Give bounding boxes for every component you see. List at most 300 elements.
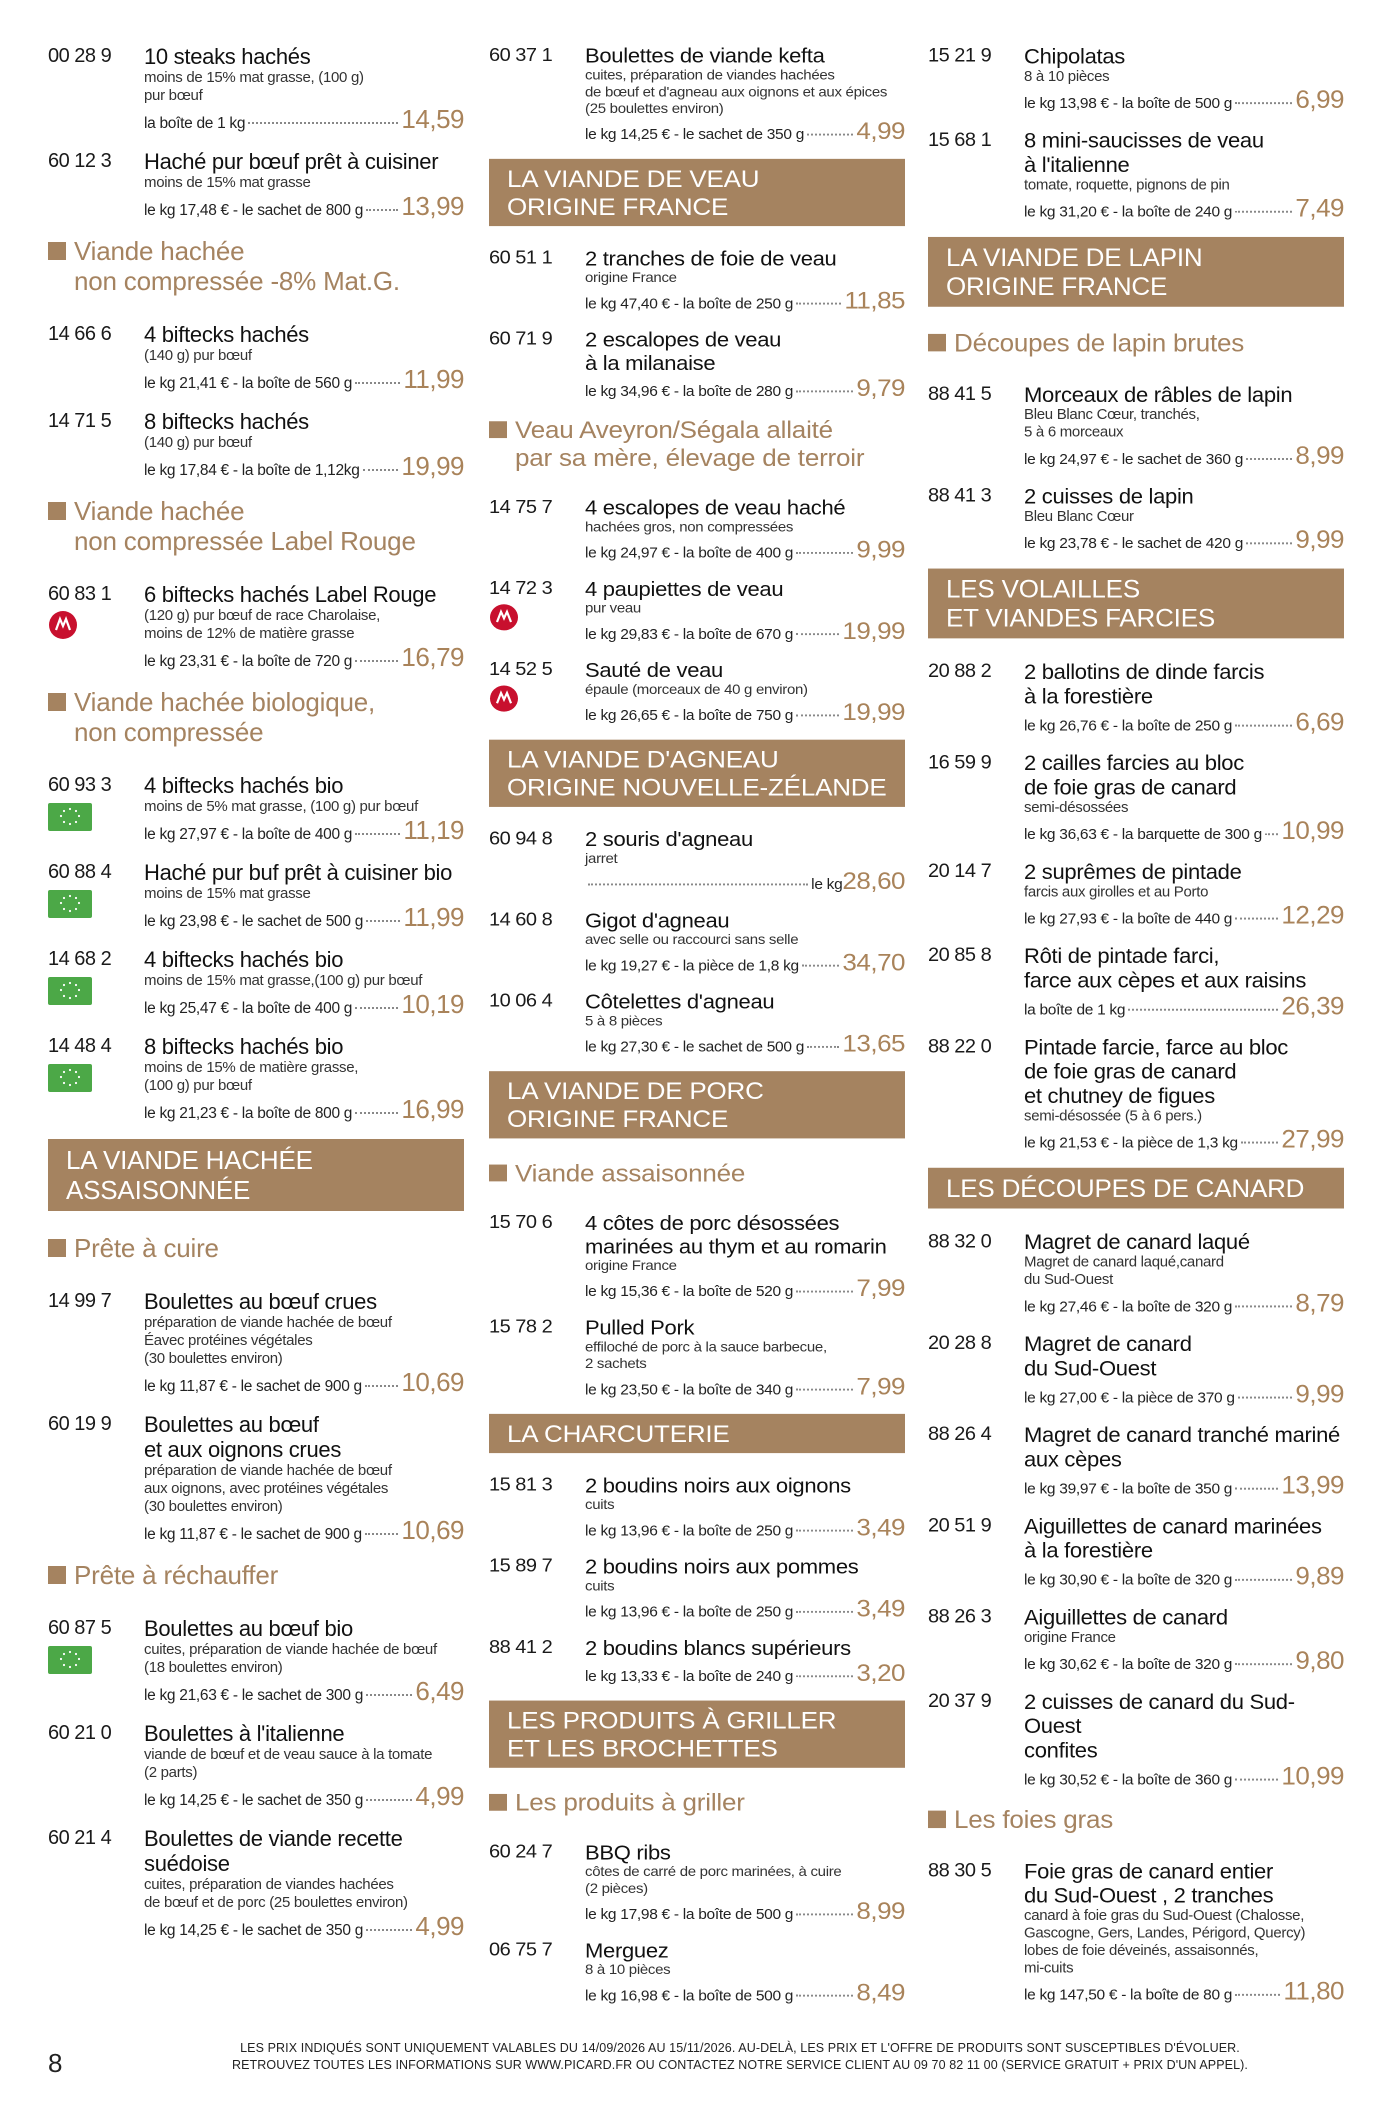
product-title: 2 cuisses de canard du Sud-Ouest <box>1024 1689 1295 1738</box>
product-details <box>585 1474 905 1540</box>
product-description: moins de 12% de matière grasse <box>144 625 355 642</box>
product-title: de foie gras de canard <box>1024 775 1237 800</box>
section-banner-line: LES PRODUITS À GRILLER <box>507 1706 837 1735</box>
subsection-heading-line: Découpes de lapin brutes <box>954 328 1245 358</box>
product-code-cell <box>489 1636 585 1658</box>
product-title: Boulettes au bœuf <box>144 1412 319 1437</box>
subsection-heading-line: Prête à réchauffer <box>74 1560 279 1590</box>
product-description: cuites, préparation de viandes hachées <box>144 1876 394 1893</box>
product-code-cell <box>489 496 585 518</box>
price-unit-label: le kg 27,46 € - la boîte de 320 g <box>1024 1298 1233 1316</box>
product-code: 20 51 9 <box>928 1514 992 1537</box>
product-details <box>144 947 464 1018</box>
subsection-heading-text <box>515 1788 745 1816</box>
price-unit-label: le kg 27,93 € - la boîte de 440 g <box>1024 910 1233 928</box>
product-code: 20 14 7 <box>928 860 992 882</box>
price-unit-label: le kg 23,78 € - le sachet de 420 g <box>1024 535 1244 553</box>
price-line <box>585 1898 905 1924</box>
catalog-column-3 <box>928 44 1344 2020</box>
product-title: 4 biftecks hachés bio <box>144 947 344 972</box>
product-description: jarret <box>585 850 618 867</box>
price-line <box>585 118 905 144</box>
product-item <box>928 484 1344 553</box>
price-leader-dots <box>796 1389 853 1391</box>
product-code-cell <box>928 1230 1024 1253</box>
product-code-cell <box>928 44 1024 67</box>
price-line <box>144 1368 464 1396</box>
price-unit-label: le kg 34,96 € - la boîte de 280 g <box>585 383 794 400</box>
product-details <box>585 990 905 1056</box>
product-title: à la forestière <box>1024 1538 1153 1563</box>
product-code-cell <box>928 944 1024 967</box>
square-bullet-icon <box>928 334 946 351</box>
product-code: 60 83 1 <box>48 583 112 605</box>
organic-leaf-icon <box>48 1646 92 1674</box>
price-unit-label: le kg 23,50 € - la boîte de 340 g <box>585 1382 794 1399</box>
price-line <box>1024 1647 1344 1674</box>
product-item <box>48 149 464 220</box>
product-description: 8 à 10 pièces <box>585 1962 671 1978</box>
price-leader-dots <box>355 1112 398 1114</box>
price-leader-dots <box>366 209 398 211</box>
product-code-cell <box>928 1332 1024 1355</box>
product-details <box>585 328 905 401</box>
product-code-cell <box>489 577 585 631</box>
product-description: mi-cuits <box>1024 1959 1074 1977</box>
product-title: Boulettes de viande recette <box>144 1826 403 1851</box>
subsection-heading-text <box>74 496 416 556</box>
product-details <box>144 1616 464 1705</box>
product-item <box>928 382 1344 468</box>
product-title: Magret de canard <box>1024 1331 1192 1356</box>
price-line <box>1024 1977 1344 2004</box>
product-description: semi-désossées <box>1024 799 1129 816</box>
product-description: Magret de canard laqué,canard <box>1024 1254 1224 1271</box>
price-leader-dots <box>807 134 853 136</box>
product-price: 7,99 <box>856 1371 905 1400</box>
product-item <box>48 1289 464 1396</box>
price-unit-label: le kg 23,98 € - le sachet de 500 g <box>144 913 364 930</box>
product-price: 13,99 <box>1281 1470 1344 1500</box>
price-unit-label: le kg 11,87 € - le sachet de 900 g <box>144 1378 362 1395</box>
subsection-heading <box>928 1805 1344 1834</box>
price-line <box>144 1677 464 1705</box>
price-line <box>1024 1380 1344 1407</box>
price-unit-label: le kg 27,00 € - la pièce de 370 g <box>1024 1389 1235 1407</box>
price-leader-dots <box>802 965 840 967</box>
product-description: Bleu Blanc Cœur <box>1024 508 1134 525</box>
price-line <box>1024 1125 1344 1152</box>
section-banner <box>489 159 905 226</box>
product-details <box>585 1211 905 1301</box>
price-leader-dots <box>366 1929 412 1931</box>
price-unit-label: le kg 16,98 € - la boîte de 500 g <box>585 1988 794 2005</box>
product-code-cell <box>489 1555 585 1577</box>
product-description: farcis aux girolles et au Porto <box>1024 883 1209 901</box>
section-banner <box>48 1139 464 1211</box>
product-title: Aiguillettes de canard <box>1024 1605 1228 1630</box>
subsection-heading-line: par sa mère, élevage de terroir <box>515 443 865 472</box>
product-price: 6,69 <box>1295 707 1344 737</box>
price-leader-dots <box>1235 102 1292 104</box>
organic-leaf-icon <box>48 1064 92 1092</box>
price-leader-dots <box>1238 1397 1293 1399</box>
price-line <box>1024 992 1344 1019</box>
product-code: 20 37 9 <box>928 1690 992 1712</box>
product-title: Rôti de pintade farci, <box>1024 943 1220 969</box>
section-banner-line: ORIGINE NOUVELLE-ZÉLANDE <box>507 773 887 802</box>
product-price: 16,79 <box>401 642 464 672</box>
price-unit-label: le kg 15,36 € - la boîte de 520 g <box>585 1284 794 1300</box>
product-details <box>1024 128 1344 221</box>
price-line <box>1024 708 1344 735</box>
product-item <box>489 827 905 893</box>
product-details <box>144 1289 464 1396</box>
label-rouge-icon <box>489 685 519 713</box>
subsection-heading <box>489 416 905 472</box>
product-code-cell <box>489 1939 585 1961</box>
price-unit-label: la boîte de 1 kg <box>144 115 246 132</box>
price-leader-dots <box>363 469 399 471</box>
price-line <box>144 1516 464 1544</box>
product-code-cell <box>489 1211 585 1233</box>
product-details <box>585 658 905 724</box>
product-description: moins de 15% mat grasse,(100 g) pur bœuf <box>144 972 423 989</box>
product-item <box>928 660 1344 736</box>
price-line <box>1024 1471 1344 1498</box>
price-line <box>585 375 905 401</box>
product-description: cuits <box>585 1578 615 1595</box>
price-unit-label: le kg 30,62 € - la boîte de 320 g <box>1024 1656 1233 1673</box>
product-title: Pulled Pork <box>585 1315 695 1340</box>
product-code-cell <box>928 1689 1024 1712</box>
price-unit-label: le kg 13,33 € - la boîte de 240 g <box>585 1668 794 1685</box>
product-description: (30 boulettes environ) <box>144 1350 283 1367</box>
price-unit-label: le kg 26,76 € - la boîte de 250 g <box>1024 717 1233 735</box>
product-details <box>1024 1332 1344 1408</box>
product-details <box>144 409 464 480</box>
product-details <box>144 1721 464 1810</box>
product-item <box>48 1412 464 1544</box>
product-price: 3,49 <box>856 1594 905 1623</box>
price-unit-label: le kg <box>811 876 843 893</box>
product-description: moins de 5% mat grasse, (100 g) pur bœuf <box>144 798 418 815</box>
product-title: 4 biftecks hachés <box>144 322 309 347</box>
product-code: 88 26 3 <box>928 1606 992 1628</box>
product-details <box>144 149 464 220</box>
price-leader-dots <box>1235 1488 1278 1490</box>
product-code: 60 12 3 <box>48 150 112 172</box>
product-details <box>585 827 905 893</box>
section-banner-line: ORIGINE FRANCE <box>507 1104 729 1133</box>
product-description: Gascogne, Gers, Landes, Périgord, Quercy) <box>1024 1925 1306 1942</box>
price-unit-label: le kg 13,96 € - la boîte de 250 g <box>585 1604 794 1621</box>
product-price: 11,85 <box>844 285 905 314</box>
product-code-cell <box>48 860 144 918</box>
product-code: 60 93 3 <box>48 774 112 796</box>
product-code: 60 71 9 <box>489 328 553 350</box>
product-title: 8 biftecks hachés bio <box>144 1034 344 1059</box>
product-description: effiloché de porc à la sauce barbecue, <box>585 1339 827 1356</box>
product-title: 10 steaks hachés <box>144 44 311 69</box>
product-description: hachées gros, non compressées <box>585 519 794 536</box>
footer-line: LES PRIX INDIQUÉS SONT UNIQUEMENT VALABLES DU 14/09/2026 AU 15/11/2026. AU-DELÀ, LES PRIX ET L'OFFRE DE PRODUITS SONT SUSCEPTIBLES D'ÉVOLUER. <box>240 2041 1240 2055</box>
price-leader-dots <box>796 1530 853 1532</box>
subsection-heading <box>48 496 464 556</box>
section-banner-line: LA VIANDE DE PORC <box>507 1076 764 1105</box>
product-details <box>1024 1230 1344 1316</box>
product-price: 19,99 <box>842 697 905 726</box>
product-details <box>585 1636 905 1685</box>
product-details <box>585 1939 905 2005</box>
product-code: 88 41 5 <box>928 383 992 405</box>
product-code-cell <box>48 773 144 831</box>
product-description: 2 sachets <box>585 1355 647 1372</box>
product-code: 15 89 7 <box>489 1555 553 1577</box>
square-bullet-icon <box>489 1794 507 1811</box>
product-title: 2 boudins blancs supérieurs <box>585 1636 851 1660</box>
price-leader-dots <box>796 1995 853 1997</box>
product-description: (140 g) pur bœuf <box>144 347 252 364</box>
product-details <box>585 1841 905 1924</box>
section-banner-line: LA VIANDE D'AGNEAU <box>507 745 779 774</box>
footer-line: RETROUVEZ TOUTES LES INFORMATIONS SUR WWW.PICARD.FR OU CONTACTEZ NOTRE SERVICE CLIENT AU 09 70 82 11 00 (SERVICE GRATUIT + PRIX D'UN APPEL). <box>231 2058 1248 2072</box>
product-details <box>585 1555 905 1621</box>
product-title: Morceaux de râbles de lapin <box>1024 382 1293 407</box>
product-description: tomate, roquette, pignons de pin <box>1024 176 1230 194</box>
product-description: moins de 15% de matière grasse, <box>144 1059 359 1076</box>
product-title: 6 biftecks hachés Label Rouge <box>144 582 437 607</box>
section-banner-line: ORIGINE FRANCE <box>946 271 1168 301</box>
price-leader-dots <box>1235 211 1292 213</box>
product-item <box>489 990 905 1056</box>
product-title: 2 cailles farcies au bloc <box>1024 750 1244 776</box>
product-title: aux cèpes <box>1024 1447 1122 1472</box>
product-code: 60 88 4 <box>48 861 112 883</box>
price-leader-dots <box>1241 1142 1279 1144</box>
price-unit-label: le kg 24,97 € - la boîte de 400 g <box>585 545 794 562</box>
price-unit-label: le kg 21,41 € - la boîte de 560 g <box>144 375 353 392</box>
price-leader-dots <box>1265 833 1278 835</box>
price-unit-label: le kg 17,98 € - la boîte de 500 g <box>585 1906 794 1923</box>
subsection-heading-line: Viande hachée <box>74 236 245 266</box>
product-title: du Sud-Ouest <box>1024 1355 1157 1381</box>
product-title: 2 souris d'agneau <box>585 827 753 851</box>
product-code-cell <box>928 1605 1024 1628</box>
product-code: 06 75 7 <box>489 1939 553 1961</box>
product-title: Sauté de veau <box>585 658 723 682</box>
product-title: à la milanaise <box>585 351 716 375</box>
product-price: 8,99 <box>1295 440 1344 470</box>
product-code-cell <box>48 1034 144 1092</box>
product-details <box>1024 44 1344 113</box>
product-description: canard à foie gras du Sud-Ouest (Chalosse, <box>1024 1907 1305 1925</box>
product-details <box>1024 751 1344 844</box>
product-item <box>928 44 1344 113</box>
price-leader-dots <box>366 920 400 922</box>
subsection-heading-line: Viande hachée <box>74 496 245 526</box>
product-item <box>48 947 464 1018</box>
price-leader-dots <box>796 1675 853 1677</box>
product-details <box>144 44 464 133</box>
product-price: 4,99 <box>415 1781 464 1811</box>
product-details <box>585 247 905 313</box>
product-item <box>489 44 905 144</box>
price-line <box>585 536 905 562</box>
product-title: 8 biftecks hachés <box>144 409 309 434</box>
product-item <box>489 1555 905 1621</box>
product-code-cell <box>928 484 1024 507</box>
product-details <box>585 496 905 562</box>
product-code: 60 94 8 <box>489 828 553 849</box>
product-item <box>928 751 1344 844</box>
subsection-heading-line: Viande assaisonnée <box>515 1158 746 1187</box>
product-code: 20 28 8 <box>928 1332 992 1354</box>
product-code: 60 37 1 <box>489 44 553 66</box>
product-description: du Sud-Ouest <box>1024 1271 1113 1288</box>
square-bullet-icon <box>48 502 66 520</box>
price-leader-dots <box>796 1291 853 1293</box>
product-code: 88 41 2 <box>489 1637 553 1658</box>
price-line <box>1024 817 1344 844</box>
price-unit-label: la boîte de 1 kg <box>1024 1001 1126 1019</box>
product-title: Merguez <box>585 1938 669 1963</box>
product-description: cuites, préparation de viande hachée de bœuf <box>144 1641 437 1658</box>
product-code: 15 70 6 <box>489 1212 553 1233</box>
subsection-heading-line: Prête à cuire <box>74 1233 219 1263</box>
price-leader-dots <box>1235 1779 1278 1781</box>
product-price: 6,49 <box>415 1676 464 1706</box>
product-price: 4,99 <box>856 116 905 145</box>
organic-leaf-icon <box>48 977 92 1005</box>
price-leader-dots <box>796 552 853 554</box>
price-unit-label: le kg 24,97 € - le sachet de 360 g <box>1024 451 1244 468</box>
product-details <box>144 860 464 931</box>
product-description: avec selle ou raccourci sans selle <box>585 932 799 948</box>
product-code-cell <box>48 1289 144 1313</box>
product-item <box>928 1230 1344 1316</box>
product-price: 4,99 <box>415 1911 464 1941</box>
product-code-cell <box>489 1841 585 1863</box>
product-price: 9,99 <box>1295 524 1344 555</box>
product-title: Boulettes à l'italienne <box>144 1721 345 1746</box>
price-unit-label: le kg 13,96 € - la boîte de 250 g <box>585 1523 794 1540</box>
product-code-cell <box>928 1035 1024 1058</box>
product-code: 15 68 1 <box>928 129 992 151</box>
price-leader-dots <box>365 1533 399 1535</box>
product-price: 8,49 <box>856 1977 905 2006</box>
product-details <box>585 44 905 144</box>
price-unit-label: le kg 30,90 € - la boîte de 320 g <box>1024 1572 1233 1589</box>
section-banner <box>928 569 1344 639</box>
price-line <box>144 990 464 1018</box>
product-details <box>1024 484 1344 553</box>
price-unit-label: le kg 30,52 € - la boîte de 360 g <box>1024 1771 1233 1789</box>
product-price: 13,65 <box>842 1029 905 1058</box>
subsection-heading-line: Les produits à griller <box>515 1788 745 1817</box>
product-item <box>928 859 1344 928</box>
product-item <box>489 496 905 562</box>
product-item <box>48 44 464 133</box>
product-item <box>489 247 905 313</box>
product-details <box>1024 1605 1344 1674</box>
price-line <box>1024 194 1344 221</box>
product-title: 4 paupiettes de veau <box>585 577 784 601</box>
product-details <box>1024 1859 1344 2004</box>
product-item <box>928 1332 1344 1408</box>
product-description: pur bœuf <box>144 87 203 104</box>
product-code-cell <box>48 44 144 68</box>
price-line <box>585 1514 905 1540</box>
product-description: (30 boulettes environ) <box>144 1498 283 1515</box>
product-details <box>1024 1514 1344 1590</box>
product-code-cell <box>489 247 585 269</box>
product-title: Chipolatas <box>1024 44 1125 69</box>
price-line <box>585 1030 905 1056</box>
price-leader-dots <box>355 660 398 662</box>
price-leader-dots <box>807 1046 839 1048</box>
product-description: 8 à 10 pièces <box>1024 68 1110 85</box>
product-title: Haché pur buf prêt à cuisiner bio <box>144 860 453 885</box>
product-price: 14,59 <box>401 104 464 134</box>
product-code-cell <box>48 582 144 640</box>
product-item <box>928 1689 1344 1789</box>
price-leader-dots <box>796 1611 853 1613</box>
subsection-heading-text <box>74 1560 278 1590</box>
product-code-cell <box>48 947 144 1005</box>
price-line <box>585 1275 905 1301</box>
product-price: 28,60 <box>842 866 905 895</box>
product-item <box>48 1034 464 1123</box>
price-line <box>1024 1289 1344 1316</box>
product-item <box>928 1514 1344 1590</box>
product-details <box>144 1826 464 1940</box>
product-item <box>928 1859 1344 2004</box>
subsection-heading-line: Viande hachée biologique, <box>74 687 376 717</box>
product-description: lobes de foie déveinés, assaisonnés, <box>1024 1942 1259 1959</box>
product-code-cell <box>48 322 144 346</box>
price-unit-label: le kg 27,97 € - la boîte de 400 g <box>144 826 353 843</box>
product-details <box>144 773 464 844</box>
product-code: 14 66 6 <box>48 323 112 345</box>
section-banner <box>928 1168 1344 1209</box>
price-leader-dots <box>355 1007 398 1009</box>
subsection-heading <box>489 1788 905 1816</box>
product-item <box>48 1721 464 1810</box>
subsection-heading-line: Veau Aveyron/Ségala allaité <box>515 415 833 444</box>
product-code: 15 78 2 <box>489 1316 553 1338</box>
product-description: origine France <box>585 1257 677 1274</box>
price-line <box>585 868 905 894</box>
product-price: 10,99 <box>1281 815 1344 845</box>
product-item <box>48 1616 464 1705</box>
product-price: 7,99 <box>856 1273 905 1302</box>
square-bullet-icon <box>489 421 507 438</box>
price-unit-label: le kg 26,65 € - la boîte de 750 g <box>585 707 794 724</box>
price-leader-dots <box>1235 725 1292 727</box>
product-description: semi-désossée (5 à 6 pers.) <box>1024 1107 1202 1125</box>
product-details <box>1024 944 1344 1020</box>
price-line <box>585 617 905 643</box>
price-unit-label: le kg 17,48 € - le sachet de 800 g <box>144 202 364 219</box>
product-description: de bœuf et de porc (25 boulettes environ) <box>144 1894 408 1911</box>
subsection-heading-line: non compressée -8% Mat.G. <box>74 266 400 296</box>
section-banner-line: ASSAISONNÉE <box>66 1175 251 1205</box>
product-details <box>144 322 464 393</box>
product-description: (2 pièces) <box>585 1880 648 1897</box>
product-description: 5 à 6 morceaux <box>1024 424 1124 441</box>
price-leader-dots <box>1235 1994 1280 1996</box>
